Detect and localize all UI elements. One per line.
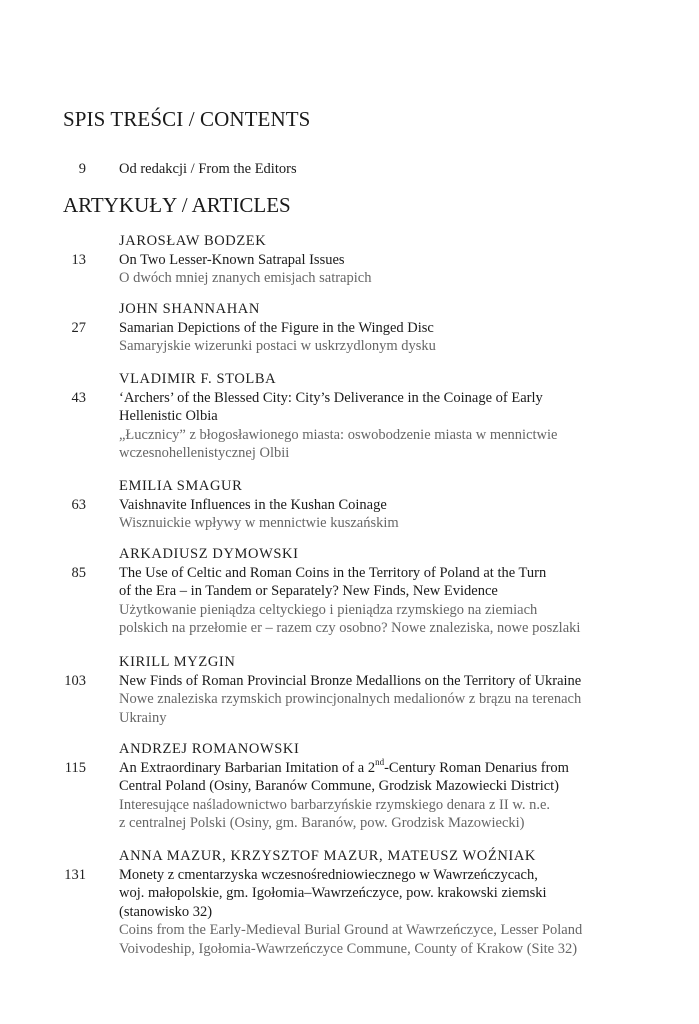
page-number: 85 [71,564,86,581]
article-title: Samarian Depictions of the Figure in the Winged Disc [119,319,434,336]
article-subtitle: polskich na przełomie er – razem czy osobno? Nowe znaleziska, nowe poszlaki [119,620,581,636]
article-title: New Finds of Roman Provincial Bronze Medallions on the Territory of Ukraine [119,672,582,689]
page-number: 115 [64,759,86,776]
title-text-before: An Extraordinary Barbarian Imitation of a 2 [119,759,376,776]
article-title: woj. małopolskie, gm. Igołomia–Wawrzeńczyce, pow. krakowski ziemski [119,885,547,901]
title-text-after: -Century Roman Denarius from [384,759,569,776]
article-subtitle: Ukrainy [119,709,167,726]
article-subtitle: O dwóch mniej znanych emisjach satrapich [119,270,372,286]
page-title: SPIS TREŚCI / CONTENTS [63,107,311,131]
article-author: ANNA MAZUR, KRZYSZTOF MAZUR, MATEUSZ WOŹNIAK [119,848,536,864]
article-subtitle: Użytkowanie pieniądza celtyckiego i pieniądza rzymskiego na ziemiach [119,601,538,618]
entry-title: Od redakcji / From the Editors [119,161,297,177]
page-number: 13 [71,251,86,268]
section-title: ARTYKUŁY / ARTICLES [63,193,291,217]
article-title: ‘Archers’ of the Blessed City: City’s Deliverance in the Coinage of Early [119,389,543,406]
article-title: Vaishnavite Influences in the Kushan Coinage [119,496,387,513]
article-subtitle: Wisznuickie wpływy w mennictwie kuszańskim [119,515,399,531]
article-author: EMILIA SMAGUR [119,478,243,494]
page-number: 27 [71,319,86,336]
article-subtitle: „Łucznicy” z błogosławionego miasta: oswobodzenie miasta w mennictwie [119,426,558,443]
article-subtitle: Nowe znaleziska rzymskich prowincjonalnych medalionów z brązu na terenach [119,691,582,707]
article-subtitle: Voivodeship, Igołomia-Wawrzeńczyce Commune, County of Krakow (Site 32) [119,940,578,957]
page-number: 43 [71,389,86,406]
article-title: The Use of Celtic and Roman Coins in the Territory of Poland at the Turn [119,564,547,581]
article-subtitle: Coins from the Early-Medieval Burial Ground at Wawrzeńczyce, Lesser Poland [119,922,583,938]
ordinal-superscript: nd [375,756,385,767]
article-author: JAROSŁAW BODZEK [119,233,267,249]
article-title: (stanowisko 32) [119,903,213,920]
article-author: JOHN SHANNAHAN [119,301,260,317]
article-title [119,756,639,778]
page-number: 131 [64,866,86,883]
article-author: ARKADIUSZ DYMOWSKI [119,546,299,562]
article-title: Hellenistic Olbia [119,408,218,424]
page-number: 103 [64,672,86,689]
article-title: of the Era – in Tandem or Separately? New Finds, New Evidence [119,583,498,599]
article-title: Monety z cmentarzyska wczesnośredniowiecznego w Wawrzeńczycach, [119,866,538,883]
article-subtitle: Samaryjskie wizerunki postaci w uskrzydlonym dysku [119,338,436,354]
article-subtitle: Interesujące naśladownictwo barbarzyńskie rzymskiego denara z II w. n.e. [119,796,551,813]
page-number: 9 [78,161,86,177]
page-number: 63 [71,496,86,513]
article-author: ANDRZEJ ROMANOWSKI [119,741,300,757]
article-title: On Two Lesser-Known Satrapal Issues [119,251,345,268]
article-author: KIRILL MYZGIN [119,654,236,670]
article-author: VLADIMIR F. STOLBA [119,371,277,387]
article-subtitle: z centralnej Polski (Osiny, gm. Baranów, pow. Grodzisk Mazowiecki) [119,815,525,831]
article-title: Central Poland (Osiny, Baranów Commune, Grodzisk Mazowiecki District) [119,778,560,794]
article-subtitle: wczesnohellenistycznej Olbii [119,445,290,461]
